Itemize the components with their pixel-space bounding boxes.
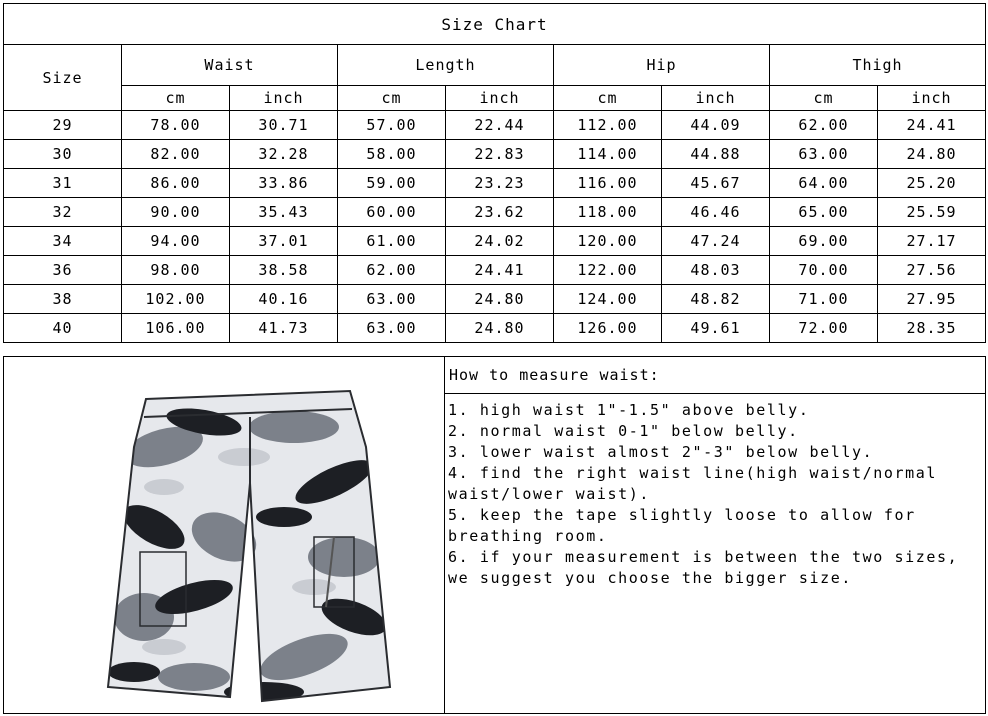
value-cell: 62.00 (770, 111, 878, 140)
value-cell: 98.00 (122, 256, 230, 285)
table-row (4, 140, 986, 169)
value-cell: 114.00 (554, 140, 662, 169)
unit-header: cm (554, 86, 662, 111)
size-chart-table (3, 3, 986, 343)
table-row (4, 227, 986, 256)
value-cell: 48.82 (662, 285, 770, 314)
value-cell: 94.00 (122, 227, 230, 256)
measure-tips-list (448, 400, 978, 589)
unit-header: cm (122, 86, 230, 111)
value-cell: 78.00 (122, 111, 230, 140)
table-row (4, 256, 986, 285)
thigh-group-header: Thigh (770, 45, 986, 86)
value-cell: 65.00 (770, 198, 878, 227)
value-cell: 33.86 (230, 169, 338, 198)
value-cell: 24.41 (446, 256, 554, 285)
size-cell: 29 (4, 111, 122, 140)
value-cell: 90.00 (122, 198, 230, 227)
size-cell: 34 (4, 227, 122, 256)
table-row (4, 285, 986, 314)
value-cell: 82.00 (122, 140, 230, 169)
value-cell: 24.41 (878, 111, 986, 140)
value-cell: 62.00 (338, 256, 446, 285)
value-cell: 58.00 (338, 140, 446, 169)
value-cell: 35.43 (230, 198, 338, 227)
table-row (4, 111, 986, 140)
value-cell: 112.00 (554, 111, 662, 140)
value-cell: 57.00 (338, 111, 446, 140)
value-cell: 63.00 (338, 314, 446, 343)
size-cell: 40 (4, 314, 122, 343)
list-item: 2. normal waist 0-1" below belly. (448, 422, 799, 440)
value-cell: 24.02 (446, 227, 554, 256)
value-cell: 41.73 (230, 314, 338, 343)
value-cell: 63.00 (770, 140, 878, 169)
value-cell: 69.00 (770, 227, 878, 256)
value-cell: 48.03 (662, 256, 770, 285)
unit-header: inch (878, 86, 986, 111)
value-cell: 44.88 (662, 140, 770, 169)
value-cell: 27.95 (878, 285, 986, 314)
value-cell: 64.00 (770, 169, 878, 198)
list-item: 5. keep the tape slightly loose to allow for breathing room. (448, 506, 916, 545)
value-cell: 116.00 (554, 169, 662, 198)
size-column-header: Size (4, 45, 122, 111)
value-cell: 44.09 (662, 111, 770, 140)
value-cell: 124.00 (554, 285, 662, 314)
product-photo-cell (4, 357, 445, 713)
value-cell: 30.71 (230, 111, 338, 140)
value-cell: 27.56 (878, 256, 986, 285)
value-cell: 120.00 (554, 227, 662, 256)
table-row (4, 198, 986, 227)
camo-shorts-image (104, 387, 394, 705)
value-cell: 22.44 (446, 111, 554, 140)
value-cell: 106.00 (122, 314, 230, 343)
value-cell: 102.00 (122, 285, 230, 314)
value-cell: 70.00 (770, 256, 878, 285)
size-cell: 30 (4, 140, 122, 169)
size-cell: 36 (4, 256, 122, 285)
unit-header: inch (662, 86, 770, 111)
length-group-header: Length (338, 45, 554, 86)
value-cell: 126.00 (554, 314, 662, 343)
value-cell: 32.28 (230, 140, 338, 169)
value-cell: 122.00 (554, 256, 662, 285)
value-cell: 61.00 (338, 227, 446, 256)
value-cell: 24.80 (878, 140, 986, 169)
list-item: 1. high waist 1"-1.5" above belly. (448, 401, 810, 419)
measure-panel (3, 356, 986, 714)
size-cell: 32 (4, 198, 122, 227)
value-cell: 45.67 (662, 169, 770, 198)
value-cell: 27.17 (878, 227, 986, 256)
value-cell: 25.59 (878, 198, 986, 227)
size-cell: 31 (4, 169, 122, 198)
size-cell: 38 (4, 285, 122, 314)
value-cell: 24.80 (446, 285, 554, 314)
value-cell: 23.23 (446, 169, 554, 198)
chart-title: Size Chart (4, 4, 986, 45)
value-cell: 63.00 (338, 285, 446, 314)
list-item: 6. if your measurement is between the two sizes, we suggest you choose the bigger size. (448, 548, 959, 587)
value-cell: 59.00 (338, 169, 446, 198)
value-cell: 71.00 (770, 285, 878, 314)
value-cell: 46.46 (662, 198, 770, 227)
table-row (4, 169, 986, 198)
value-cell: 22.83 (446, 140, 554, 169)
unit-header: cm (770, 86, 878, 111)
how-to-measure-title: How to measure waist: (445, 357, 985, 394)
value-cell: 28.35 (878, 314, 986, 343)
value-cell: 23.62 (446, 198, 554, 227)
value-cell: 118.00 (554, 198, 662, 227)
unit-header: inch (446, 86, 554, 111)
value-cell: 49.61 (662, 314, 770, 343)
value-cell: 60.00 (338, 198, 446, 227)
hip-group-header: Hip (554, 45, 770, 86)
unit-header: cm (338, 86, 446, 111)
value-cell: 72.00 (770, 314, 878, 343)
value-cell: 40.16 (230, 285, 338, 314)
unit-header: inch (230, 86, 338, 111)
value-cell: 38.58 (230, 256, 338, 285)
value-cell: 25.20 (878, 169, 986, 198)
value-cell: 24.80 (446, 314, 554, 343)
list-item: 3. lower waist almost 2"-3" below belly. (448, 443, 874, 461)
table-row (4, 314, 986, 343)
waist-group-header: Waist (122, 45, 338, 86)
value-cell: 86.00 (122, 169, 230, 198)
list-item: 4. find the right waist line(high waist/normal waist/lower waist). (448, 464, 938, 503)
value-cell: 47.24 (662, 227, 770, 256)
value-cell: 37.01 (230, 227, 338, 256)
